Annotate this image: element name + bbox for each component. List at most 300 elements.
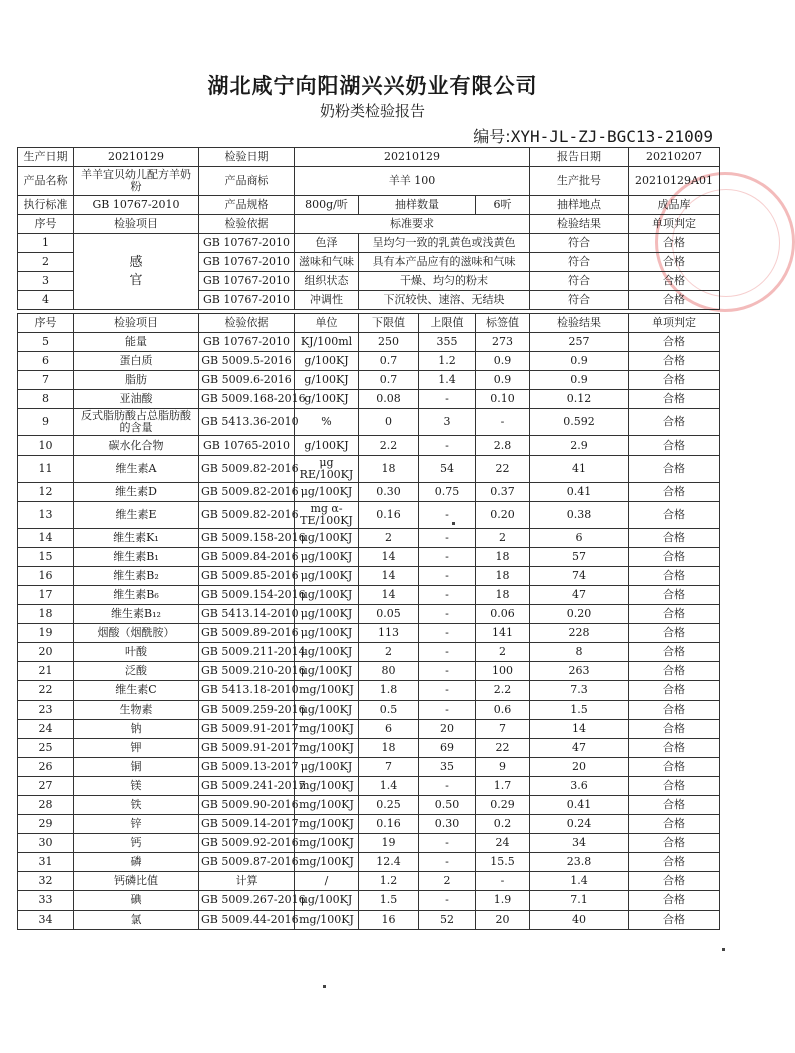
cell-no: 34 [18,910,74,929]
cell-unit: mg/100KJ [295,834,359,853]
cell-unit: μg/100KJ [295,528,359,547]
cell-result: 0.38 [530,501,629,528]
cell-result: 0.12 [530,390,629,409]
cell-no: 20 [18,643,74,662]
cell-verdict: 合格 [629,605,720,624]
cell-upper: 0.50 [419,795,476,814]
row-no: 4 [18,291,74,310]
cell-lower: 12.4 [359,853,419,872]
row-verdict: 合格 [629,272,720,291]
cell-label: 0.9 [476,371,530,390]
report-title: 奶粉类检验报告 [319,102,425,120]
cell-no: 26 [18,757,74,776]
row-requirement: 具有本产品应有的滋味和气味 [359,253,530,272]
col-header-no: 序号 [18,314,74,333]
cell-result: 3.6 [530,776,629,795]
table-row [18,624,720,643]
cell-basis: GB 5413.18-2010 [199,681,295,700]
items-table [17,313,720,930]
cell-result: 8 [530,643,629,662]
table-row [18,390,720,409]
cell-result: 47 [530,738,629,757]
scan-speck [452,522,455,525]
row-basis: GB 10767-2010 [199,272,295,291]
cell-unit: g/100KJ [295,352,359,371]
row-attribute: 组织状态 [295,272,359,291]
cell-result: 6 [530,528,629,547]
sample-place: 成品库 [629,196,720,215]
row-verdict: 合格 [629,253,720,272]
sample-qty: 6听 [476,196,530,215]
cell-basis: GB 5009.44-2016 [199,910,295,929]
cell-basis: GB 5009.82-2016 [199,455,295,482]
cell-unit: μg/100KJ [295,585,359,604]
cell-no: 29 [18,815,74,834]
cell-lower: 0 [359,409,419,436]
cell-label: 7 [476,719,530,738]
cell-upper: 69 [419,738,476,757]
row-basis: GB 10767-2010 [199,291,295,310]
cell-lower: 0.5 [359,700,419,719]
cell-verdict: 合格 [629,719,720,738]
sample-place-label: 抽样地点 [530,196,629,215]
cell-label: 0.10 [476,390,530,409]
cell-verdict: 合格 [629,352,720,371]
col-header-verdict: 单项判定 [629,215,720,234]
cell-lower: 14 [359,566,419,585]
cell-unit: mg/100KJ [295,795,359,814]
cell-result: 14 [530,719,629,738]
cell-result: 7.3 [530,681,629,700]
cell-label: 0.29 [476,795,530,814]
cell-unit: μg/100KJ [295,891,359,910]
sensory-group-label: 感 官 [74,234,199,310]
cell-label: 2 [476,643,530,662]
cell-verdict: 合格 [629,815,720,834]
cell-basis: GB 5009.211-2014 [199,643,295,662]
cell-no: 19 [18,624,74,643]
cell-result: 0.9 [530,371,629,390]
cell-result: 20 [530,757,629,776]
cell-upper: - [419,528,476,547]
cell-no: 14 [18,528,74,547]
cell-label: 15.5 [476,853,530,872]
cell-no: 31 [18,853,74,872]
table-row [18,738,720,757]
cell-result: 0.9 [530,352,629,371]
table-row [18,872,720,891]
table-row [18,409,720,436]
cell-lower: 1.5 [359,891,419,910]
cell-upper: 52 [419,910,476,929]
cell-basis: GB 5009.91-2017 [199,738,295,757]
cell-upper: 1.4 [419,371,476,390]
row-basis: GB 10767-2010 [199,253,295,272]
cell-verdict: 合格 [629,662,720,681]
cell-verdict: 合格 [629,795,720,814]
cell-verdict: 合格 [629,436,720,455]
cell-label: 273 [476,333,530,352]
cell-result: 57 [530,547,629,566]
cell-label: 100 [476,662,530,681]
cell-upper: - [419,700,476,719]
row-attribute: 滋味和气味 [295,253,359,272]
cell-basis: GB 5009.267-2016 [199,891,295,910]
cell-item: 维生素B₁ [74,547,199,566]
cell-result: 41 [530,455,629,482]
cell-upper: - [419,643,476,662]
cell-label: 1.9 [476,891,530,910]
cell-unit: KJ/100ml [295,333,359,352]
cell-lower: 0.05 [359,605,419,624]
cell-no: 28 [18,795,74,814]
cell-verdict: 合格 [629,891,720,910]
serial-value: XYH-JL-ZJ-BGC13-21009 [510,127,713,146]
cell-unit: μg/100KJ [295,700,359,719]
cell-unit: g/100KJ [295,371,359,390]
spec-label: 产品规格 [199,196,295,215]
cell-label: 20 [476,910,530,929]
cell-upper: - [419,662,476,681]
cell-result: 1.4 [530,872,629,891]
cell-unit: mg/100KJ [295,719,359,738]
cell-lower: 2 [359,643,419,662]
col-header-result: 检验结果 [530,314,629,333]
table-row [18,585,720,604]
row-verdict: 合格 [629,291,720,310]
cell-label: 22 [476,738,530,757]
cell-label: 24 [476,834,530,853]
row-requirement: 下沉较快、速溶、无结块 [359,291,530,310]
cell-basis: GB 5009.89-2016 [199,624,295,643]
cell-upper: 35 [419,757,476,776]
cell-upper: 0.75 [419,482,476,501]
cell-unit: % [295,409,359,436]
cell-label: 2 [476,528,530,547]
cell-no: 13 [18,501,74,528]
cell-verdict: 合格 [629,566,720,585]
scan-speck [323,985,326,988]
cell-lower: 19 [359,834,419,853]
cell-basis: GB 5009.90-2016 [199,795,295,814]
items-body [18,333,720,930]
cell-label: 2.8 [476,436,530,455]
cell-basis: GB 5009.87-2016 [199,853,295,872]
cell-lower: 0.16 [359,501,419,528]
sample-qty-label: 抽样数量 [359,196,476,215]
table-row [18,333,720,352]
cell-no: 7 [18,371,74,390]
company-name: 湖北咸宁向阳湖兴兴奶业有限公司 [207,74,538,98]
row-result: 符合 [530,291,629,310]
col-header-requirement: 标准要求 [295,215,530,234]
cell-item: 铜 [74,757,199,776]
cell-basis: GB 5413.14-2010 [199,605,295,624]
inspection-date: 20210129 [295,148,530,167]
cell-verdict: 合格 [629,390,720,409]
cell-label: 2.2 [476,681,530,700]
cell-verdict: 合格 [629,528,720,547]
row-verdict: 合格 [629,234,720,253]
cell-unit: μg/100KJ [295,547,359,566]
row-no: 2 [18,253,74,272]
cell-no: 8 [18,390,74,409]
cell-no: 16 [18,566,74,585]
cell-basis: GB 5009.84-2016 [199,547,295,566]
serial-label: 编号: [473,127,511,146]
cell-basis: GB 5009.154-2016 [199,585,295,604]
cell-upper: - [419,390,476,409]
cell-lower: 0.30 [359,482,419,501]
serial-number [473,124,713,147]
cell-verdict: 合格 [629,872,720,891]
sensory-header-row [18,215,720,234]
brand-label: 产品商标 [199,167,295,196]
cell-no: 18 [18,605,74,624]
cell-result: 228 [530,624,629,643]
cell-lower: 18 [359,738,419,757]
col-header-result: 检验结果 [530,215,629,234]
cell-result: 34 [530,834,629,853]
cell-item: 生物素 [74,700,199,719]
cell-result: 0.41 [530,795,629,814]
cell-upper: 355 [419,333,476,352]
cell-label: 18 [476,566,530,585]
cell-verdict: 合格 [629,757,720,776]
standard: GB 10767-2010 [74,196,199,215]
cell-basis: GB 5009.13-2017 [199,757,295,776]
cell-unit: mg/100KJ [295,910,359,929]
cell-basis: GB 10765-2010 [199,436,295,455]
table-row [18,352,720,371]
cell-lower: 113 [359,624,419,643]
cell-item: 脂肪 [74,371,199,390]
table-row [18,700,720,719]
cell-lower: 6 [359,719,419,738]
cell-lower: 16 [359,910,419,929]
cell-no: 5 [18,333,74,352]
cell-verdict: 合格 [629,371,720,390]
cell-item: 维生素A [74,455,199,482]
cell-upper: - [419,624,476,643]
cell-basis: GB 5009.5-2016 [199,352,295,371]
cell-basis: GB 5009.158-2016 [199,528,295,547]
cell-no: 24 [18,719,74,738]
cell-basis: GB 10767-2010 [199,333,295,352]
cell-no: 17 [18,585,74,604]
cell-no: 12 [18,482,74,501]
cell-item: 泛酸 [74,662,199,681]
cell-label: - [476,409,530,436]
cell-label: 0.20 [476,501,530,528]
cell-upper: - [419,547,476,566]
table-row [18,719,720,738]
cell-verdict: 合格 [629,585,720,604]
sensory-row [18,234,720,253]
col-header-label: 标签值 [476,314,530,333]
cell-upper: - [419,776,476,795]
cell-lower: 1.2 [359,872,419,891]
cell-verdict: 合格 [629,700,720,719]
standard-label: 执行标准 [18,196,74,215]
cell-unit: μg RE/100KJ [295,455,359,482]
table-row [18,795,720,814]
cell-upper: 3 [419,409,476,436]
cell-unit: / [295,872,359,891]
cell-no: 30 [18,834,74,853]
cell-basis: GB 5009.92-2016 [199,834,295,853]
cell-item: 维生素E [74,501,199,528]
cell-upper: 54 [419,455,476,482]
cell-lower: 0.7 [359,352,419,371]
cell-item: 钠 [74,719,199,738]
cell-verdict: 合格 [629,501,720,528]
col-header-basis: 检验依据 [199,215,295,234]
col-header-no: 序号 [18,215,74,234]
cell-label: 22 [476,455,530,482]
table-row [18,853,720,872]
cell-basis: GB 5009.168-2016 [199,390,295,409]
table-row [18,566,720,585]
cell-result: 263 [530,662,629,681]
table-row [18,834,720,853]
info-row-dates [18,148,720,167]
row-result: 符合 [530,272,629,291]
cell-result: 0.24 [530,815,629,834]
report-date-label: 报告日期 [530,148,629,167]
cell-no: 10 [18,436,74,455]
cell-unit: mg/100KJ [295,776,359,795]
cell-item: 锌 [74,815,199,834]
cell-upper: - [419,605,476,624]
cell-result: 0.41 [530,482,629,501]
batch-number: 20210129A01 [629,167,720,196]
table-row [18,891,720,910]
cell-item: 碘 [74,891,199,910]
cell-label: 18 [476,547,530,566]
cell-item: 反式脂肪酸占总脂肪酸的含量 [74,409,199,436]
cell-basis: GB 5009.259-2016 [199,700,295,719]
col-header-verdict: 单项判定 [629,314,720,333]
info-row-standard [18,196,720,215]
cell-lower: 0.7 [359,371,419,390]
cell-unit: μg/100KJ [295,482,359,501]
cell-item: 维生素K₁ [74,528,199,547]
cell-verdict: 合格 [629,834,720,853]
cell-lower: 0.25 [359,795,419,814]
table-row [18,436,720,455]
cell-basis: GB 5009.91-2017 [199,719,295,738]
info-row-product [18,167,720,196]
cell-basis: GB 5009.85-2016 [199,566,295,585]
col-header-unit: 单位 [295,314,359,333]
cell-item: 铁 [74,795,199,814]
cell-result: 7.1 [530,891,629,910]
cell-upper: 0.30 [419,815,476,834]
cell-upper: - [419,501,476,528]
cell-unit: mg/100KJ [295,815,359,834]
row-attribute: 色泽 [295,234,359,253]
product-name-label: 产品名称 [18,167,74,196]
col-header-upper: 上限值 [419,314,476,333]
table-row [18,776,720,795]
row-no: 1 [18,234,74,253]
row-requirement: 呈均匀一致的乳黄色或浅黄色 [359,234,530,253]
scan-speck [722,948,725,951]
cell-verdict: 合格 [629,624,720,643]
cell-unit: g/100KJ [295,436,359,455]
cell-basis: GB 5413.36-2010 [199,409,295,436]
cell-lower: 0.16 [359,815,419,834]
cell-no: 21 [18,662,74,681]
cell-label: 0.2 [476,815,530,834]
table-row [18,662,720,681]
cell-upper: 1.2 [419,352,476,371]
cell-verdict: 合格 [629,409,720,436]
cell-no: 15 [18,547,74,566]
cell-unit: μg/100KJ [295,643,359,662]
cell-result: 23.8 [530,853,629,872]
cell-item: 能量 [74,333,199,352]
cell-unit: μg/100KJ [295,566,359,585]
cell-verdict: 合格 [629,853,720,872]
row-requirement: 干燥、均匀的粉末 [359,272,530,291]
cell-no: 27 [18,776,74,795]
table-row [18,643,720,662]
table-row [18,482,720,501]
cell-no: 9 [18,409,74,436]
cell-verdict: 合格 [629,738,720,757]
cell-unit: mg/100KJ [295,681,359,700]
inspection-date-label: 检验日期 [199,148,295,167]
cell-verdict: 合格 [629,333,720,352]
cell-item: 烟酸（烟酰胺） [74,624,199,643]
table-row [18,501,720,528]
cell-basis: GB 5009.14-2017 [199,815,295,834]
cell-basis: 计算 [199,872,295,891]
cell-lower: 1.8 [359,681,419,700]
row-no: 3 [18,272,74,291]
cell-item: 镁 [74,776,199,795]
cell-lower: 14 [359,547,419,566]
cell-item: 钙 [74,834,199,853]
cell-unit: mg/100KJ [295,738,359,757]
cell-verdict: 合格 [629,681,720,700]
table-row [18,681,720,700]
production-date: 20210129 [74,148,199,167]
cell-basis: GB 5009.210-2016 [199,662,295,681]
cell-label: 141 [476,624,530,643]
spec: 800g/听 [295,196,359,215]
cell-item: 亚油酸 [74,390,199,409]
cell-no: 23 [18,700,74,719]
cell-label: 0.06 [476,605,530,624]
cell-upper: - [419,585,476,604]
cell-verdict: 合格 [629,910,720,929]
cell-result: 257 [530,333,629,352]
cell-label: 1.7 [476,776,530,795]
cell-lower: 0.08 [359,390,419,409]
cell-lower: 250 [359,333,419,352]
table-row [18,455,720,482]
cell-upper: 2 [419,872,476,891]
cell-verdict: 合格 [629,547,720,566]
cell-no: 25 [18,738,74,757]
cell-upper: - [419,891,476,910]
table-row [18,528,720,547]
cell-label: 9 [476,757,530,776]
cell-no: 22 [18,681,74,700]
